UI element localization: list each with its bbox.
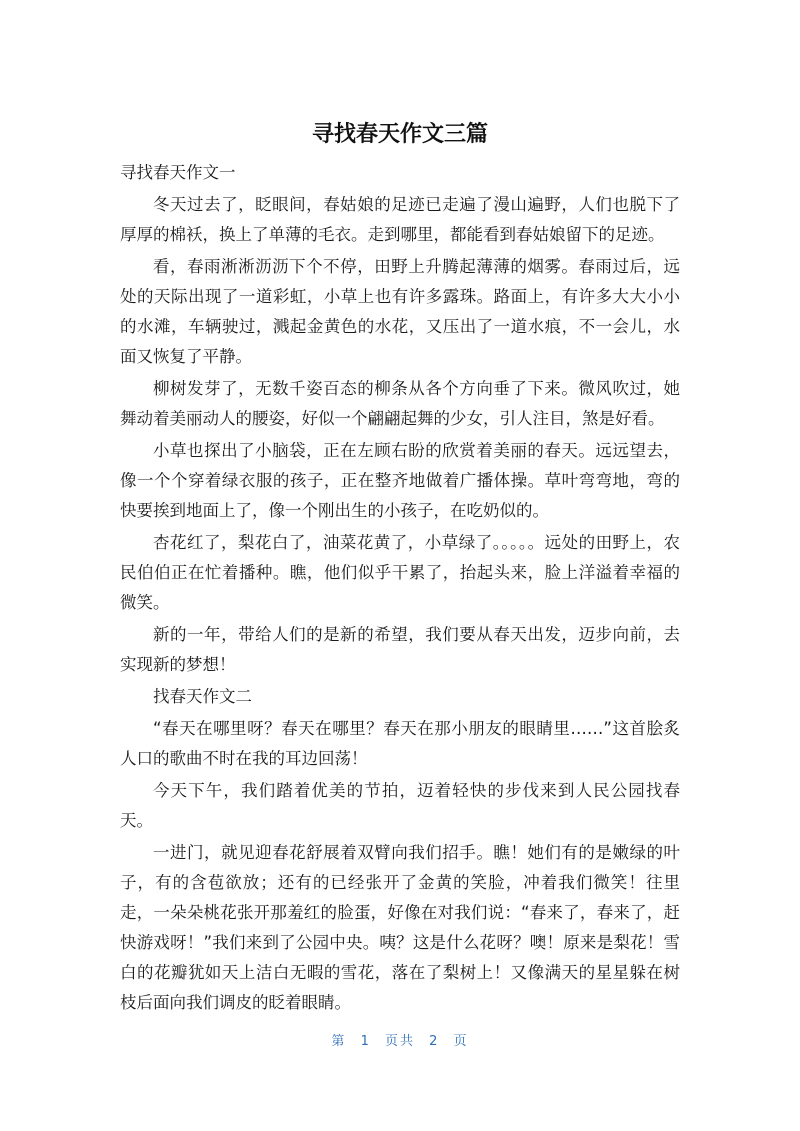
document-title: 寻找春天作文三篇: [311, 122, 488, 147]
document-body: [120, 158, 680, 1020]
body-paragraph: 小草也探出了小脑袋，正在左顾右盼的欣赏着美丽的春天。远远望去，像一个个穿着绿衣服的孩子，正在整齐地做着广播体操。草叶弯弯地，弯的快要挨到地面上了，像一个刚出生的小孩子，在吃奶似的。: [120, 441, 680, 520]
footer-middle: 页共: [384, 1034, 415, 1049]
body-paragraph: 看，春雨淅淅沥沥下个不停，田野上升腾起薄薄的烟雾。春雨过后，远处的天际出现了一道彩虹，小草上也有许多露珠。路面上，有许多大大小小的水滩，车辆驶过，溅起金黄色的水花，又压出了一道水痕，不一会儿，水面又恢复了平静。: [120, 257, 680, 366]
current-page-number: 1: [360, 1034, 371, 1049]
body-paragraph: 杏花红了，梨花白了，油菜花黄了，小草绿了。。。。。远处的田野上，农民伯伯正在忙着播种。瞧，他们似乎干累了，抬起头来，脸上洋溢着幸福的微笑。: [120, 533, 680, 612]
body-paragraph: 今天下午，我们踏着优美的节拍，迈着轻快的步伐来到人民公园找春天。: [120, 781, 680, 830]
body-paragraph: 冬天过去了，眨眼间，春姑娘的足迹已走遍了漫山遍野，人们也脱下了厚厚的棉袄，换上了单薄的毛衣。走到哪里，都能看到春姑娘留下的足迹。: [120, 195, 680, 244]
footer-prefix: 第: [331, 1034, 347, 1049]
body-paragraph: 一进门，就见迎春花舒展着双臂向我们招手。瞧！她们有的是嫩绿的叶子，有的含苞欲放；还有的已经张开了金黄的笑脸，冲着我们微笑！往里走，一朵朵桃花张开那羞红的脸蛋，好像在对我们说：“春来了，春来了，赶快游戏呀！”我们来到了公园中央。咦？这是什么花呀？噢！原来是梨花！雪白的花瓣犹如天上洁白无暇的雪花，落在了梨树上！又像满天的星星躲在树枝后面向我们调皮的眨着眼睛。: [120, 843, 680, 1012]
body-paragraph: 新的一年，带给人们的是新的希望，我们要从春天出发，迈步向前，去实现新的梦想！: [120, 625, 680, 674]
body-paragraph: 找春天作文二: [153, 687, 252, 706]
body-paragraph: “春天在哪里呀？春天在哪里？春天在那小朋友的眼睛里……”这首脍炙人口的歌曲不时在我的耳边回荡！: [120, 719, 680, 768]
total-page-count: 2: [429, 1034, 440, 1049]
body-paragraph: 柳树发芽了，无数千姿百态的柳条从各个方向垂了下来。微风吹过，她舞动着美丽动人的腰姿，好似一个翩翩起舞的少女，引人注目，煞是好看。: [120, 379, 680, 428]
body-paragraph: 寻找春天作文一: [120, 163, 236, 182]
page-footer: [0, 1030, 800, 1049]
footer-suffix: 页: [453, 1034, 469, 1049]
